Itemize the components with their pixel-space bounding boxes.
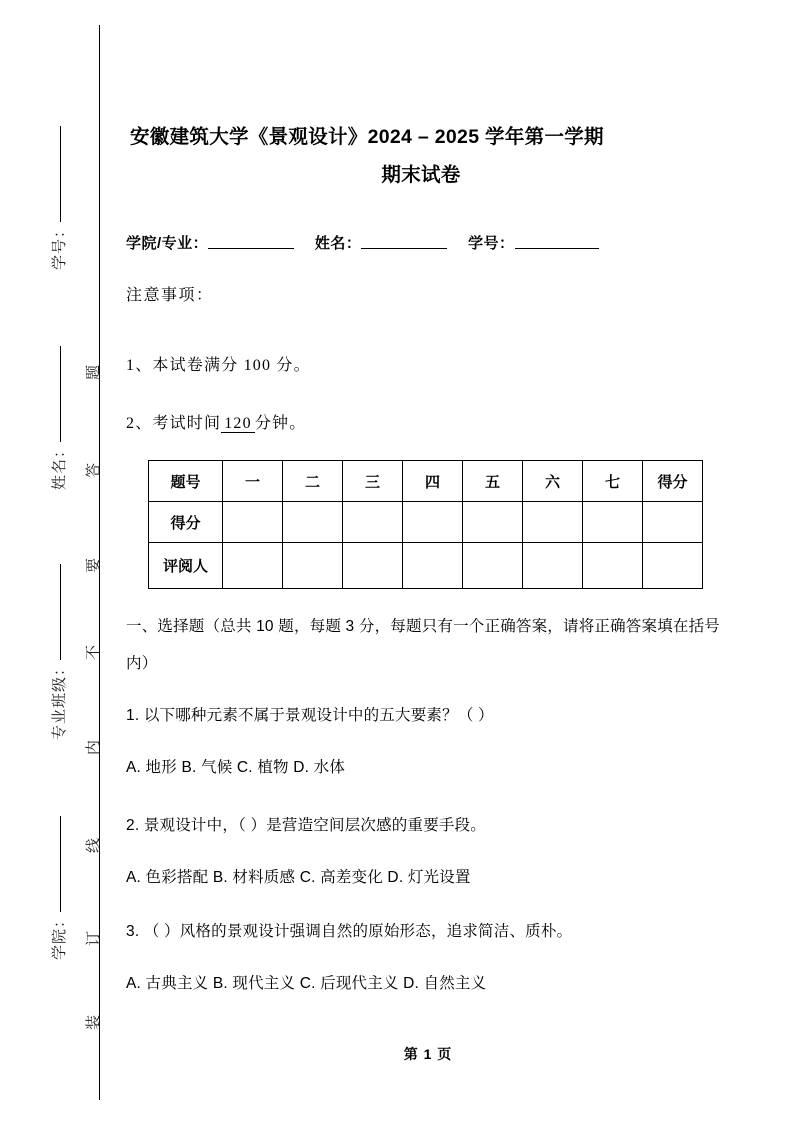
score-table-col-4: 四 [403, 461, 463, 502]
seal-char-6: 订 [86, 930, 102, 946]
notes-item-2 [126, 410, 306, 433]
name-blank[interactable] [361, 235, 447, 249]
side-label-class-blank [60, 564, 61, 660]
page-title [126, 118, 716, 194]
score-table-col-6: 六 [523, 461, 583, 502]
table-row-marker [149, 543, 703, 589]
side-label-college-text: 学院： [52, 911, 68, 960]
document-body [118, 0, 738, 1122]
question-1 [126, 703, 726, 777]
student-id-field [468, 235, 599, 252]
side-label-name-text: 姓名： [52, 441, 68, 490]
question-3-options[interactable]: A. 古典主义 B. 现代主义 C. 后现代主义 D. 自然主义 [126, 975, 487, 992]
table-row-header [149, 461, 703, 502]
title-line-2: 期末试卷 [381, 164, 461, 186]
question-1-stem: 1. 以下哪种元素不属于景观设计中的五大要素？（ ） [126, 707, 494, 724]
name-field [315, 235, 448, 252]
score-cell[interactable] [403, 502, 463, 543]
score-cell[interactable] [643, 502, 703, 543]
marker-row-header: 评阅人 [149, 543, 223, 589]
score-table-col-3: 三 [343, 461, 403, 502]
page-footer: 第 1 页 [403, 1046, 453, 1062]
marker-cell[interactable] [523, 543, 583, 589]
side-label-college [48, 816, 69, 960]
question-2-stem: 2. 景观设计中，（ ）是营造空间层次感的重要手段。 [126, 817, 486, 834]
name-label: 姓名： [314, 235, 362, 252]
side-label-name-blank [60, 346, 61, 442]
side-label-name [48, 346, 69, 490]
side-label-student-id-text: 学号： [52, 221, 68, 270]
score-table-col-0: 题号 [149, 461, 223, 502]
section-heading-choice: 一、选择题（总共 10 题，每题 3 分，每题只有一个正确答案，请将正确答案填在括号内） [126, 618, 720, 672]
score-cell[interactable] [583, 502, 643, 543]
college-major-field [126, 235, 294, 252]
seal-char-4: 内 [86, 739, 102, 755]
score-table-col-2: 二 [283, 461, 343, 502]
side-label-class-text: 专业班级： [52, 659, 68, 740]
marker-cell[interactable] [403, 543, 463, 589]
marker-cell[interactable] [223, 543, 283, 589]
score-table-col-8: 得分 [643, 461, 703, 502]
marker-cell[interactable] [283, 543, 343, 589]
student-id-label: 学号： [468, 235, 515, 252]
notes-item-2-suffix: 分钟。 [254, 415, 307, 432]
exam-duration-value: 120 [221, 415, 255, 433]
side-label-class [48, 564, 69, 740]
student-id-blank[interactable] [515, 235, 599, 249]
score-cell[interactable] [523, 502, 583, 543]
score-cell[interactable] [463, 502, 523, 543]
notes-heading: 注意事项： [126, 287, 214, 304]
marker-cell[interactable] [463, 543, 523, 589]
seal-char-7: 装 [86, 1014, 102, 1030]
side-label-student-id [48, 126, 69, 270]
notes-item-1: 1、本试卷满分 100 分。 [126, 357, 311, 374]
title-line-1: 安徽建筑大学《景观设计》2024 – 2025 学年第一学期 [130, 126, 604, 148]
score-table-col-5: 五 [463, 461, 523, 502]
side-label-student-id-blank [60, 126, 61, 222]
seal-char-5: 线 [86, 837, 102, 853]
score-row-header: 得分 [149, 502, 223, 543]
seal-char-3: 不 [86, 644, 102, 660]
seal-char-1: 答 [86, 462, 102, 478]
table-row-score [149, 502, 703, 543]
marker-cell[interactable] [583, 543, 643, 589]
marker-cell[interactable] [643, 543, 703, 589]
college-major-blank[interactable] [208, 235, 294, 249]
identity-fields-row [126, 232, 726, 253]
score-table [148, 460, 703, 589]
seal-char-2: 要 [86, 557, 102, 573]
question-1-options[interactable]: A. 地形 B. 气候 C. 植物 D. 水体 [126, 759, 346, 776]
question-2-options[interactable]: A. 色彩搭配 B. 材料质感 C. 高差变化 D. 灯光设置 [126, 869, 471, 886]
score-table-col-1: 一 [223, 461, 283, 502]
score-cell[interactable] [283, 502, 343, 543]
score-cell[interactable] [343, 502, 403, 543]
seal-char-0: 题 [86, 364, 102, 380]
side-label-college-blank [60, 816, 61, 912]
binding-margin [0, 0, 118, 1122]
question-3 [126, 919, 726, 993]
college-major-label: 学院/专业： [126, 235, 209, 252]
marker-cell[interactable] [343, 543, 403, 589]
score-table-col-7: 七 [583, 461, 643, 502]
score-cell[interactable] [223, 502, 283, 543]
question-2 [126, 813, 726, 887]
notes-item-2-prefix: 2、考试时间 [126, 415, 222, 432]
question-3-stem: 3. （ ）风格的景观设计强调自然的原始形态，追求简洁、质朴。 [126, 923, 573, 940]
